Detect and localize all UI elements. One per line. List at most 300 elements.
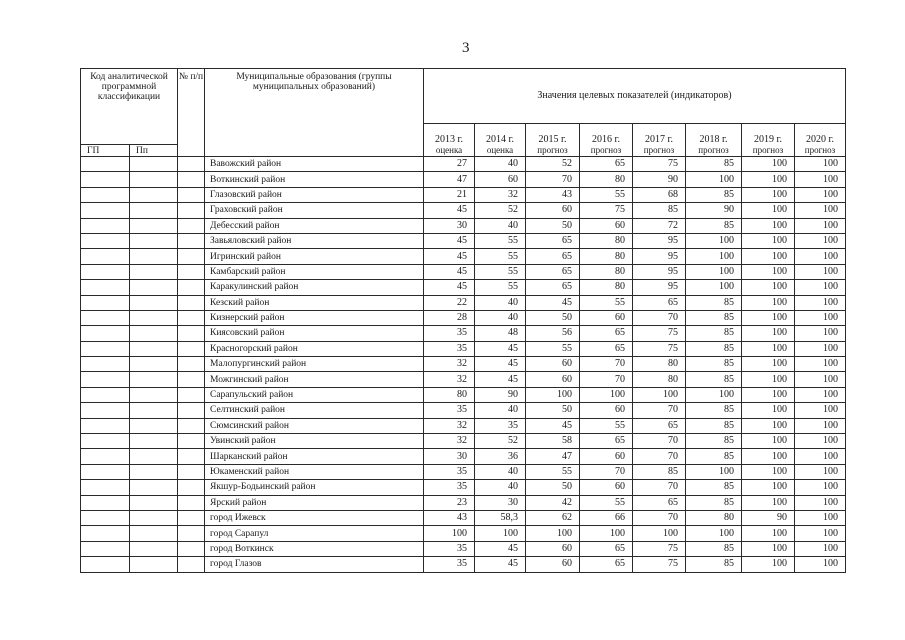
table-row (81, 403, 846, 418)
code-gp-cell (81, 295, 130, 310)
value-cell: 100 (580, 387, 633, 402)
value-cell: 100 (742, 372, 795, 387)
code-gp-cell (81, 218, 130, 233)
code-pp-cell (130, 203, 178, 218)
value-cell: 100 (742, 403, 795, 418)
value-cell: 70 (580, 464, 633, 479)
municipality-name: Шарканский район (205, 449, 424, 464)
municipality-name: Якшур-Бодьинский район (205, 480, 424, 495)
value-cell: 52 (475, 203, 526, 218)
value-cell: 100 (742, 557, 795, 572)
value-cell: 40 (475, 403, 526, 418)
value-cell: 55 (580, 495, 633, 510)
value-cell: 45 (526, 418, 580, 433)
value-cell: 100 (795, 264, 846, 279)
value-cell: 60 (580, 449, 633, 464)
code-pp-cell (130, 510, 178, 525)
value-cell: 95 (633, 233, 686, 248)
value-cell: 60 (475, 172, 526, 187)
value-cell: 70 (526, 172, 580, 187)
value-cell: 43 (526, 187, 580, 202)
value-cell: 100 (686, 280, 742, 295)
value-cell: 100 (742, 280, 795, 295)
value-cell: 100 (742, 187, 795, 202)
value-cell: 70 (580, 372, 633, 387)
value-cell: 100 (742, 387, 795, 402)
value-cell: 45 (424, 264, 475, 279)
value-cell: 55 (475, 233, 526, 248)
value-cell: 43 (424, 510, 475, 525)
table-row (81, 295, 846, 310)
municipality-name: Дебесский район (205, 218, 424, 233)
value-cell: 100 (686, 264, 742, 279)
code-pp-cell (130, 449, 178, 464)
value-cell: 68 (633, 187, 686, 202)
value-cell: 65 (580, 557, 633, 572)
npp-cell (178, 264, 205, 279)
code-pp-cell (130, 403, 178, 418)
value-cell: 100 (795, 357, 846, 372)
value-cell: 36 (475, 449, 526, 464)
table-row (81, 264, 846, 279)
value-cell: 85 (686, 403, 742, 418)
table-row (81, 526, 846, 541)
code-gp-cell (81, 326, 130, 341)
value-cell: 45 (475, 557, 526, 572)
value-cell: 85 (686, 418, 742, 433)
value-cell: 90 (475, 387, 526, 402)
value-cell: 100 (795, 187, 846, 202)
year-status: прогноз (686, 145, 742, 157)
value-cell: 35 (424, 541, 475, 556)
value-cell: 62 (526, 510, 580, 525)
code-header: Код аналитической программной классификации (81, 69, 178, 145)
value-cell: 60 (580, 480, 633, 495)
value-cell: 100 (686, 464, 742, 479)
value-cell: 100 (795, 172, 846, 187)
value-cell: 100 (795, 387, 846, 402)
value-cell: 100 (633, 526, 686, 541)
value-cell: 35 (424, 341, 475, 356)
value-cell: 75 (633, 341, 686, 356)
indicator-table-wrapper (80, 68, 846, 573)
value-cell: 35 (424, 480, 475, 495)
value-cell: 45 (475, 541, 526, 556)
value-cell: 35 (424, 464, 475, 479)
npp-cell (178, 326, 205, 341)
municipality-name: Граховский район (205, 203, 424, 218)
code-pp-cell (130, 249, 178, 264)
code-pp-cell (130, 357, 178, 372)
value-cell: 30 (424, 449, 475, 464)
value-cell: 40 (475, 218, 526, 233)
code-gp-cell (81, 341, 130, 356)
value-cell: 100 (686, 172, 742, 187)
code-pp-cell (130, 264, 178, 279)
municipality-name: Красногорский район (205, 341, 424, 356)
code-pp-cell (130, 295, 178, 310)
code-pp-cell (130, 480, 178, 495)
code-gp-cell (81, 464, 130, 479)
value-cell: 70 (633, 434, 686, 449)
value-cell: 100 (795, 403, 846, 418)
code-pp-cell (130, 387, 178, 402)
value-cell: 35 (475, 418, 526, 433)
value-cell: 65 (580, 434, 633, 449)
municipality-name: Киясовский район (205, 326, 424, 341)
value-cell: 40 (475, 295, 526, 310)
value-cell: 32 (424, 357, 475, 372)
municipality-name: Селтинский район (205, 403, 424, 418)
value-cell: 55 (475, 280, 526, 295)
value-cell: 85 (686, 218, 742, 233)
value-cell: 47 (424, 172, 475, 187)
code-gp-cell (81, 280, 130, 295)
value-cell: 100 (742, 464, 795, 479)
value-cell: 40 (475, 310, 526, 325)
code-pp-cell (130, 233, 178, 248)
value-cell: 100 (742, 341, 795, 356)
value-cell: 100 (742, 264, 795, 279)
value-cell: 100 (742, 480, 795, 495)
year-header: 2019 г. (742, 123, 795, 144)
value-cell: 80 (580, 264, 633, 279)
value-cell: 100 (742, 495, 795, 510)
value-cell: 100 (742, 218, 795, 233)
value-cell: 100 (686, 526, 742, 541)
value-cell: 28 (424, 310, 475, 325)
value-cell: 100 (795, 526, 846, 541)
value-cell: 100 (795, 480, 846, 495)
value-cell: 45 (424, 203, 475, 218)
value-cell: 100 (633, 387, 686, 402)
value-cell: 100 (795, 541, 846, 556)
code-gp-cell (81, 510, 130, 525)
pp-header: Пп (130, 145, 178, 157)
code-gp-cell (81, 233, 130, 248)
value-cell: 100 (795, 418, 846, 433)
value-cell: 50 (526, 218, 580, 233)
value-cell: 85 (686, 480, 742, 495)
value-cell: 100 (580, 526, 633, 541)
value-cell: 30 (475, 495, 526, 510)
value-cell: 65 (580, 341, 633, 356)
code-pp-cell (130, 310, 178, 325)
table-body (81, 157, 846, 573)
code-gp-cell (81, 449, 130, 464)
value-cell: 100 (742, 326, 795, 341)
npp-cell (178, 387, 205, 402)
value-cell: 70 (633, 480, 686, 495)
value-cell: 35 (424, 326, 475, 341)
values-header: Значения целевых показателей (индикаторов) (424, 69, 846, 124)
municipality-name: Юкаменский район (205, 464, 424, 479)
value-cell: 52 (526, 157, 580, 172)
municipality-name: Ярский район (205, 495, 424, 510)
municipality-name: Кизнерский район (205, 310, 424, 325)
code-pp-cell (130, 157, 178, 172)
code-pp-cell (130, 464, 178, 479)
municipality-header: Муниципальные образования (группы муниципальных образований) (205, 69, 424, 157)
value-cell: 45 (475, 372, 526, 387)
code-pp-cell (130, 326, 178, 341)
value-cell: 85 (686, 187, 742, 202)
code-gp-cell (81, 187, 130, 202)
npp-cell (178, 449, 205, 464)
npp-cell (178, 464, 205, 479)
municipality-name: город Сарапул (205, 526, 424, 541)
value-cell: 95 (633, 249, 686, 264)
table-row (81, 434, 846, 449)
value-cell: 60 (526, 557, 580, 572)
code-gp-cell (81, 264, 130, 279)
npp-header: № п/п (178, 69, 205, 157)
value-cell: 100 (742, 434, 795, 449)
value-cell: 75 (633, 541, 686, 556)
value-cell: 100 (795, 557, 846, 572)
value-cell: 100 (742, 249, 795, 264)
value-cell: 75 (633, 557, 686, 572)
table-row (81, 218, 846, 233)
npp-cell (178, 357, 205, 372)
value-cell: 85 (686, 541, 742, 556)
value-cell: 40 (475, 480, 526, 495)
page-number: 3 (462, 40, 470, 56)
value-cell: 35 (424, 403, 475, 418)
value-cell: 100 (526, 526, 580, 541)
value-cell: 32 (424, 434, 475, 449)
value-cell: 60 (580, 218, 633, 233)
code-pp-cell (130, 495, 178, 510)
value-cell: 100 (795, 434, 846, 449)
municipality-name: город Воткинск (205, 541, 424, 556)
table-row (81, 557, 846, 572)
code-gp-cell (81, 434, 130, 449)
npp-cell (178, 295, 205, 310)
value-cell: 60 (580, 310, 633, 325)
value-cell: 55 (580, 295, 633, 310)
npp-cell (178, 557, 205, 572)
npp-cell (178, 172, 205, 187)
value-cell: 85 (686, 357, 742, 372)
value-cell: 70 (633, 403, 686, 418)
code-gp-cell (81, 480, 130, 495)
value-cell: 75 (633, 157, 686, 172)
year-status: прогноз (795, 145, 846, 157)
year-header: 2014 г. (475, 123, 526, 144)
code-gp-cell (81, 310, 130, 325)
table-row (81, 233, 846, 248)
value-cell: 27 (424, 157, 475, 172)
municipality-name: Игринский район (205, 249, 424, 264)
value-cell: 22 (424, 295, 475, 310)
municipality-name: Можгинский район (205, 372, 424, 387)
value-cell: 100 (742, 310, 795, 325)
table-row (81, 326, 846, 341)
value-cell: 100 (686, 387, 742, 402)
value-cell: 80 (580, 233, 633, 248)
value-cell: 80 (686, 510, 742, 525)
value-cell: 60 (526, 203, 580, 218)
value-cell: 70 (580, 357, 633, 372)
table-row (81, 480, 846, 495)
value-cell: 55 (580, 418, 633, 433)
value-cell: 85 (686, 326, 742, 341)
municipality-name: город Глазов (205, 557, 424, 572)
table-row (81, 357, 846, 372)
code-gp-cell (81, 403, 130, 418)
value-cell: 55 (526, 341, 580, 356)
code-gp-cell (81, 541, 130, 556)
table-row (81, 172, 846, 187)
value-cell: 100 (795, 341, 846, 356)
value-cell: 85 (686, 495, 742, 510)
value-cell: 65 (580, 541, 633, 556)
code-pp-cell (130, 434, 178, 449)
code-gp-cell (81, 557, 130, 572)
value-cell: 42 (526, 495, 580, 510)
code-gp-cell (81, 157, 130, 172)
table-row (81, 280, 846, 295)
npp-cell (178, 249, 205, 264)
value-cell: 100 (795, 295, 846, 310)
code-gp-cell (81, 387, 130, 402)
npp-cell (178, 341, 205, 356)
value-cell: 52 (475, 434, 526, 449)
value-cell: 100 (795, 233, 846, 248)
npp-cell (178, 510, 205, 525)
code-gp-cell (81, 418, 130, 433)
npp-cell (178, 526, 205, 541)
npp-cell (178, 233, 205, 248)
value-cell: 90 (633, 172, 686, 187)
value-cell: 32 (475, 187, 526, 202)
value-cell: 60 (526, 541, 580, 556)
value-cell: 56 (526, 326, 580, 341)
municipality-name: Глазовский район (205, 187, 424, 202)
table-row (81, 418, 846, 433)
value-cell: 85 (686, 341, 742, 356)
npp-cell (178, 418, 205, 433)
municipality-name: Камбарский район (205, 264, 424, 279)
npp-cell (178, 187, 205, 202)
value-cell: 65 (526, 264, 580, 279)
municipality-name: Завьяловский район (205, 233, 424, 248)
value-cell: 72 (633, 218, 686, 233)
value-cell: 100 (795, 310, 846, 325)
code-pp-cell (130, 541, 178, 556)
indicator-table (80, 68, 846, 573)
value-cell: 75 (633, 326, 686, 341)
code-pp-cell (130, 557, 178, 572)
value-cell: 50 (526, 480, 580, 495)
value-cell: 70 (633, 510, 686, 525)
year-status: прогноз (633, 145, 686, 157)
year-header: 2013 г. (424, 123, 475, 144)
value-cell: 55 (580, 187, 633, 202)
value-cell: 60 (580, 403, 633, 418)
municipality-name: Увинский район (205, 434, 424, 449)
value-cell: 85 (686, 372, 742, 387)
value-cell: 65 (580, 326, 633, 341)
value-cell: 80 (580, 280, 633, 295)
year-header: 2017 г. (633, 123, 686, 144)
value-cell: 65 (526, 233, 580, 248)
value-cell: 100 (795, 464, 846, 479)
year-status: прогноз (580, 145, 633, 157)
value-cell: 85 (633, 203, 686, 218)
value-cell: 70 (633, 449, 686, 464)
value-cell: 21 (424, 187, 475, 202)
value-cell: 85 (686, 434, 742, 449)
table-row (81, 464, 846, 479)
value-cell: 100 (475, 526, 526, 541)
value-cell: 100 (795, 372, 846, 387)
value-cell: 55 (475, 249, 526, 264)
value-cell: 100 (742, 449, 795, 464)
municipality-name: Сарапульский район (205, 387, 424, 402)
value-cell: 100 (742, 526, 795, 541)
code-gp-cell (81, 495, 130, 510)
value-cell: 45 (424, 280, 475, 295)
value-cell: 45 (475, 357, 526, 372)
value-cell: 65 (633, 495, 686, 510)
value-cell: 100 (424, 526, 475, 541)
value-cell: 30 (424, 218, 475, 233)
year-header: 2018 г. (686, 123, 742, 144)
value-cell: 70 (633, 310, 686, 325)
value-cell: 47 (526, 449, 580, 464)
value-cell: 60 (526, 372, 580, 387)
year-header: 2016 г. (580, 123, 633, 144)
value-cell: 90 (686, 203, 742, 218)
table-row (81, 449, 846, 464)
value-cell: 65 (580, 157, 633, 172)
npp-cell (178, 157, 205, 172)
code-pp-cell (130, 418, 178, 433)
value-cell: 85 (633, 464, 686, 479)
value-cell: 75 (580, 203, 633, 218)
value-cell: 45 (424, 249, 475, 264)
npp-cell (178, 218, 205, 233)
value-cell: 45 (526, 295, 580, 310)
value-cell: 100 (742, 233, 795, 248)
value-cell: 40 (475, 464, 526, 479)
npp-cell (178, 403, 205, 418)
value-cell: 45 (475, 341, 526, 356)
table-row (81, 510, 846, 525)
table-row (81, 541, 846, 556)
value-cell: 85 (686, 157, 742, 172)
value-cell: 100 (795, 326, 846, 341)
code-gp-cell (81, 526, 130, 541)
table-row (81, 249, 846, 264)
code-gp-cell (81, 372, 130, 387)
table-row (81, 495, 846, 510)
value-cell: 100 (686, 233, 742, 248)
municipality-name: город Ижевск (205, 510, 424, 525)
code-pp-cell (130, 372, 178, 387)
code-pp-cell (130, 526, 178, 541)
value-cell: 40 (475, 157, 526, 172)
value-cell: 90 (742, 510, 795, 525)
value-cell: 60 (526, 357, 580, 372)
municipality-name: Малопургинский район (205, 357, 424, 372)
value-cell: 100 (795, 203, 846, 218)
value-cell: 100 (795, 249, 846, 264)
municipality-name: Сюмсинский район (205, 418, 424, 433)
npp-cell (178, 480, 205, 495)
